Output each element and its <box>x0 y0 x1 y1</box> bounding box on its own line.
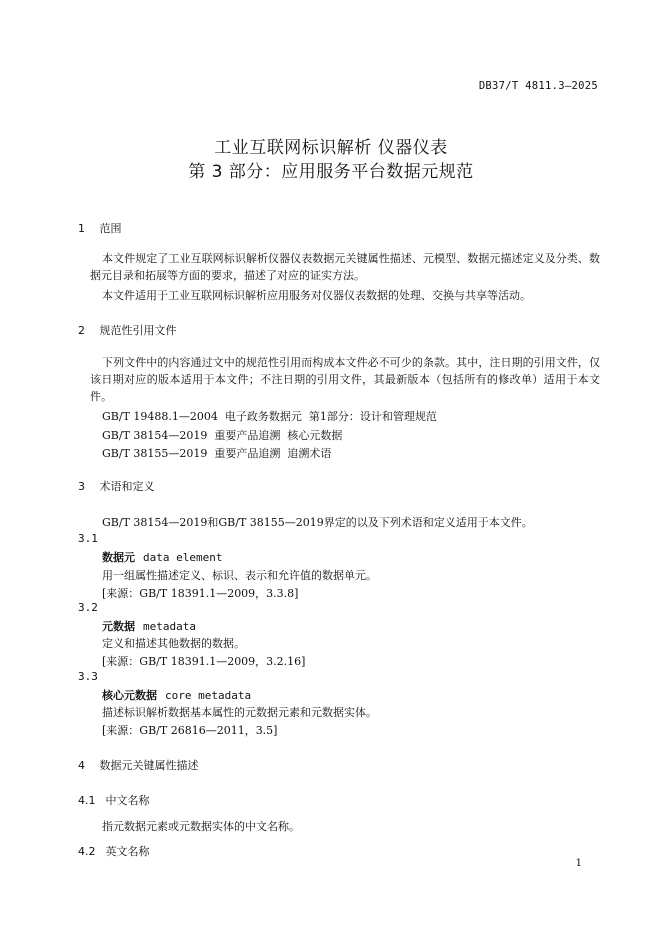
section-1-heading <box>78 220 122 236</box>
term-english: core metadata <box>165 689 252 702</box>
subsection-4-2-heading <box>78 843 150 859</box>
section-title: 术语和定义 <box>99 480 155 493</box>
reference-item: GB/T 38155—2019 重要产品追溯 追溯术语 <box>102 447 332 460</box>
section-1-paragraph-1: 本文件规定了工业互联网标识解析仪器仪表数据元关键属性描述、元模型、数据元描述定义及分类、数据元目录和拓展等方面的要求，描述了对应的证实方法。 <box>90 252 600 282</box>
term-name <box>102 687 251 703</box>
section-title: 规范性引用文件 <box>99 324 177 337</box>
document-title-line1: 工业互联网标识解析 仪器仪表 <box>214 138 448 158</box>
standard-code: DB37/T 4811.3—2025 <box>478 80 598 92</box>
section-2-paragraph: 下列文件中的内容通过文中的规范性引用而构成本文件必不可少的条款。其中，注日期的引用文件，仅该日期对应的版本适用于本文件；不注日期的引用文件，其最新版本（包括所有的修改单）适用于本文件。 <box>90 356 600 403</box>
term-chinese: 数据元 <box>102 551 135 564</box>
document-title-line2: 第 3 部分：应用服务平台数据元规范 <box>188 162 474 182</box>
term-source: [来源：GB/T 18391.1—2009，3.3.8] <box>102 587 299 600</box>
term-number: 3.3 <box>78 670 98 683</box>
term-chinese: 核心元数据 <box>102 689 157 702</box>
term-definition: 描述标识解析数据基本属性的元数据元素和元数据实体。 <box>102 706 377 719</box>
term-english: metadata <box>143 620 196 633</box>
page-number: 1 <box>575 858 582 869</box>
subsection-number: 4.2 <box>78 845 96 858</box>
section-number: 1 <box>78 222 85 235</box>
term-chinese: 元数据 <box>102 620 135 633</box>
term-definition: 用一组属性描述定义、标识、表示和允许值的数据单元。 <box>102 569 377 582</box>
section-3-intro: GB/T 38154—2019和GB/T 38155—2019界定的以及下列术语和定义适用于本文件。 <box>102 516 533 529</box>
subsection-title: 英文名称 <box>105 845 150 858</box>
section-3-heading <box>78 478 155 494</box>
section-number: 4 <box>78 759 85 772</box>
section-title: 范围 <box>99 222 122 235</box>
term-number: 3.1 <box>78 532 98 545</box>
section-2-heading <box>78 322 177 338</box>
subsection-4-1-text: 指元数据元素或元数据实体的中文名称。 <box>102 820 300 833</box>
term-name <box>102 618 196 634</box>
term-source: [来源：GB/T 18391.1—2009，3.2.16] <box>102 655 306 668</box>
section-title: 数据元关键属性描述 <box>99 759 199 772</box>
term-english: data element <box>143 551 223 564</box>
subsection-4-1-heading <box>78 792 150 808</box>
subsection-number: 4.1 <box>78 794 96 807</box>
term-source: [来源：GB/T 26816—2011，3.5] <box>102 724 278 737</box>
term-number: 3.2 <box>78 601 98 614</box>
term-name <box>102 549 222 565</box>
section-4-heading <box>78 757 199 773</box>
term-definition: 定义和描述其他数据的数据。 <box>102 637 245 650</box>
reference-item: GB/T 19488.1—2004 电子政务数据元 第1部分：设计和管理规范 <box>102 410 437 423</box>
section-number: 2 <box>78 324 85 337</box>
reference-item: GB/T 38154—2019 重要产品追溯 核心元数据 <box>102 429 343 442</box>
section-1-paragraph-2: 本文件适用于工业互联网标识解析应用服务对仪器仪表数据的处理、交换与共享等活动。 <box>102 289 531 302</box>
subsection-title: 中文名称 <box>105 794 150 807</box>
section-number: 3 <box>78 480 85 493</box>
